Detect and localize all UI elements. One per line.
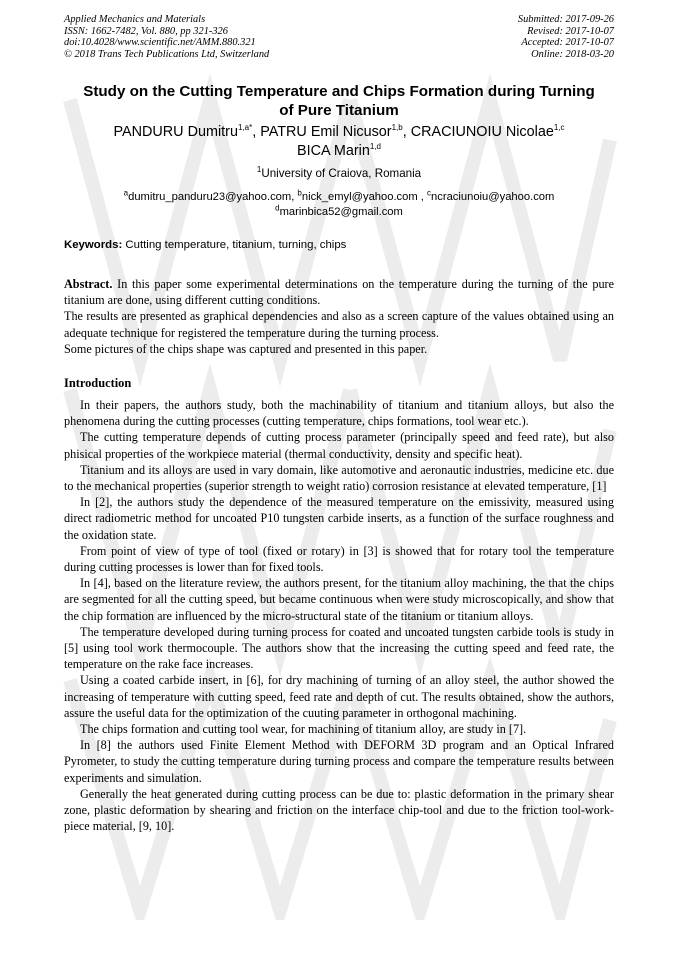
affiliation-name: University of Craiova, Romania: [261, 167, 422, 180]
intro-paragraph: In [4], based on the literature review, the authors present, for the titanium alloy machining, the that the chips are segmented for all the cutting speed, but became continuous when were study microscopically, and show that the chip formation are influenced by the micro-structural state of the titanium or titanium alloys.: [64, 576, 614, 623]
author-line-2: [64, 142, 614, 161]
intro-paragraph: Using a coated carbide insert, in [6], for dry machining of turning of an alloy steel, the author showed the increasing of temperature with cutting speed, feed rate and depth of cut. The results obtained, show the authors, assure the useful data for the optimization of the cuuting parameter in orthogonal machining.: [64, 673, 614, 720]
keywords: [64, 238, 614, 253]
paper-title: [64, 82, 614, 120]
title-line-1: Study on the Cutting Temperature and Chips Formation during Turning: [83, 83, 595, 100]
online-date: Online: 2018-03-20: [531, 48, 614, 60]
doi: doi:10.4028/www.scientific.net/AMM.880.321: [64, 37, 256, 49]
copyright: © 2018 Trans Tech Publications Ltd, Switzerland: [64, 48, 270, 60]
introduction-heading: Introduction: [64, 376, 132, 390]
author-name: CRACIUNOIU Nicolae: [410, 124, 554, 140]
journal-name: Applied Mechanics and Materials: [64, 14, 206, 25]
dates-info: [518, 14, 614, 60]
intro-paragraph: Titanium and its alloys are used in vary domain, like automotive and aeronautic industries, medicine etc. due to the mechanical properties (superior strength to weight ratio) corrosion resistance at elevated temperature, [1]: [64, 462, 614, 494]
introduction-body: [64, 397, 614, 834]
submitted-date: Submitted: 2017-09-26: [517, 14, 614, 25]
author-list: [64, 123, 614, 161]
author-name: PANDURU Dumitru: [113, 124, 238, 140]
abstract-paragraph: Some pictures of the chips shape was captured and presented in this paper.: [64, 341, 428, 356]
issn: ISSN: 1662-7482, Vol. 880, pp 321-326: [64, 25, 228, 37]
email-link[interactable]: marinbica52@gmail.com: [279, 206, 403, 218]
abstract-paragraph: The results are presented as graphical dependencies and also as a screen capture of the values obtained using an adequate technique for registered the temperature during the turning process.: [64, 309, 614, 340]
email-line-1: $^a$dumitru_panduru23@yahoo.com, $^b$nick_emyl@yahoo.com , $^c$ncraciunoiu@yahoo.com: [123, 188, 555, 203]
email-line-2: $^d$marinbica52@gmail.com: [275, 203, 403, 218]
email-link[interactable]: ncraciunoiu@yahoo.com: [431, 191, 555, 203]
author-name: PATRU Emil Nicusor: [260, 124, 392, 140]
author-emails: [64, 190, 614, 220]
author-sup: 1,c: [553, 123, 565, 133]
author-name: BICA Marin: [297, 143, 370, 159]
intro-paragraph: In [2], the authors study the dependence of the measured temperature on the emissivity, measured using direct radiometric method for uncoated P10 tungsten carbide inserts, as a function of the surface roughness and the oxidation state.: [64, 495, 614, 542]
affiliation-sup: 1: [256, 165, 262, 175]
author-sup: 1,b: [391, 123, 403, 133]
title-line-2: of Pure Titanium: [279, 102, 399, 119]
author-sup: 1,a*: [237, 123, 253, 133]
intro-paragraph: The cutting temperature depends of cutting process parameter (principally speed and feed rate), but also phisical properties of the workpiece material (thermal conductivity, density and specific heat).: [64, 430, 614, 461]
intro-paragraph: The chips formation and cutting tool wear, for machining of titanium alloy, are study in [7].: [80, 722, 527, 737]
author-line-1: PANDURU Dumitru$^{1,a*}$, PATRU Emil Nicusor$^{1,b}$, CRACIUNOIU Nicolae$^{1,c}$: [113, 123, 565, 140]
keywords-label: Keywords:: [64, 239, 123, 251]
accepted-date: Accepted: 2017-10-07: [521, 37, 614, 49]
intro-paragraph: The temperature developed during turning process for coated and uncoated tungsten carbide tools is study in [5] using tool work thermocouple. The authors show that the increasing the cutting speed and feed rate, the temperature on the rake face increases.: [64, 624, 614, 672]
intro-paragraph: Generally the heat generated during cutting process can be due to: plastic deformation in the primary shear zone, plastic deformation by shearing and friction on the interface chip-tool and due to the friction tool-work-piece material, [9, 10].: [64, 786, 614, 834]
journal-info: [64, 14, 269, 60]
intro-paragraph: In [8] the authors used Finite Element Method with DEFORM 3D program and an Optical Infrared Pyrometer, to study the cutting temperature during turning process and compare the temperature results between experiments and simulation.: [64, 738, 614, 785]
email-link[interactable]: dumitru_panduru23@yahoo.com: [128, 191, 292, 203]
revised-date: Revised: 2017-10-07: [527, 25, 614, 37]
abstract-label: Abstract.: [64, 277, 113, 291]
keywords-text: Cutting temperature, titanium, turning, chips: [125, 239, 347, 251]
intro-paragraph: From point of view of type of tool (fixed or rotary) in [3] is showed that for rotary tool the temperature during cutting processes is lower than for fixed tools.: [64, 543, 614, 575]
author-sup: 1,d: [369, 142, 381, 152]
email-link[interactable]: nick_emyl@yahoo.com: [301, 191, 418, 203]
intro-paragraph: In their papers, the authors study, both the machinability of titanium and titanium alloys, but also the phenomena during the cutting processes (cutting temperature, chips formations, tool wear etc.).: [64, 398, 614, 429]
affiliation: [64, 166, 614, 181]
abstract-paragraph: Abstract. In this paper some experimental determinations on the temperature during the turning of the pure titanium are done, using different cutting conditions.: [64, 277, 615, 308]
abstract: [64, 276, 614, 357]
